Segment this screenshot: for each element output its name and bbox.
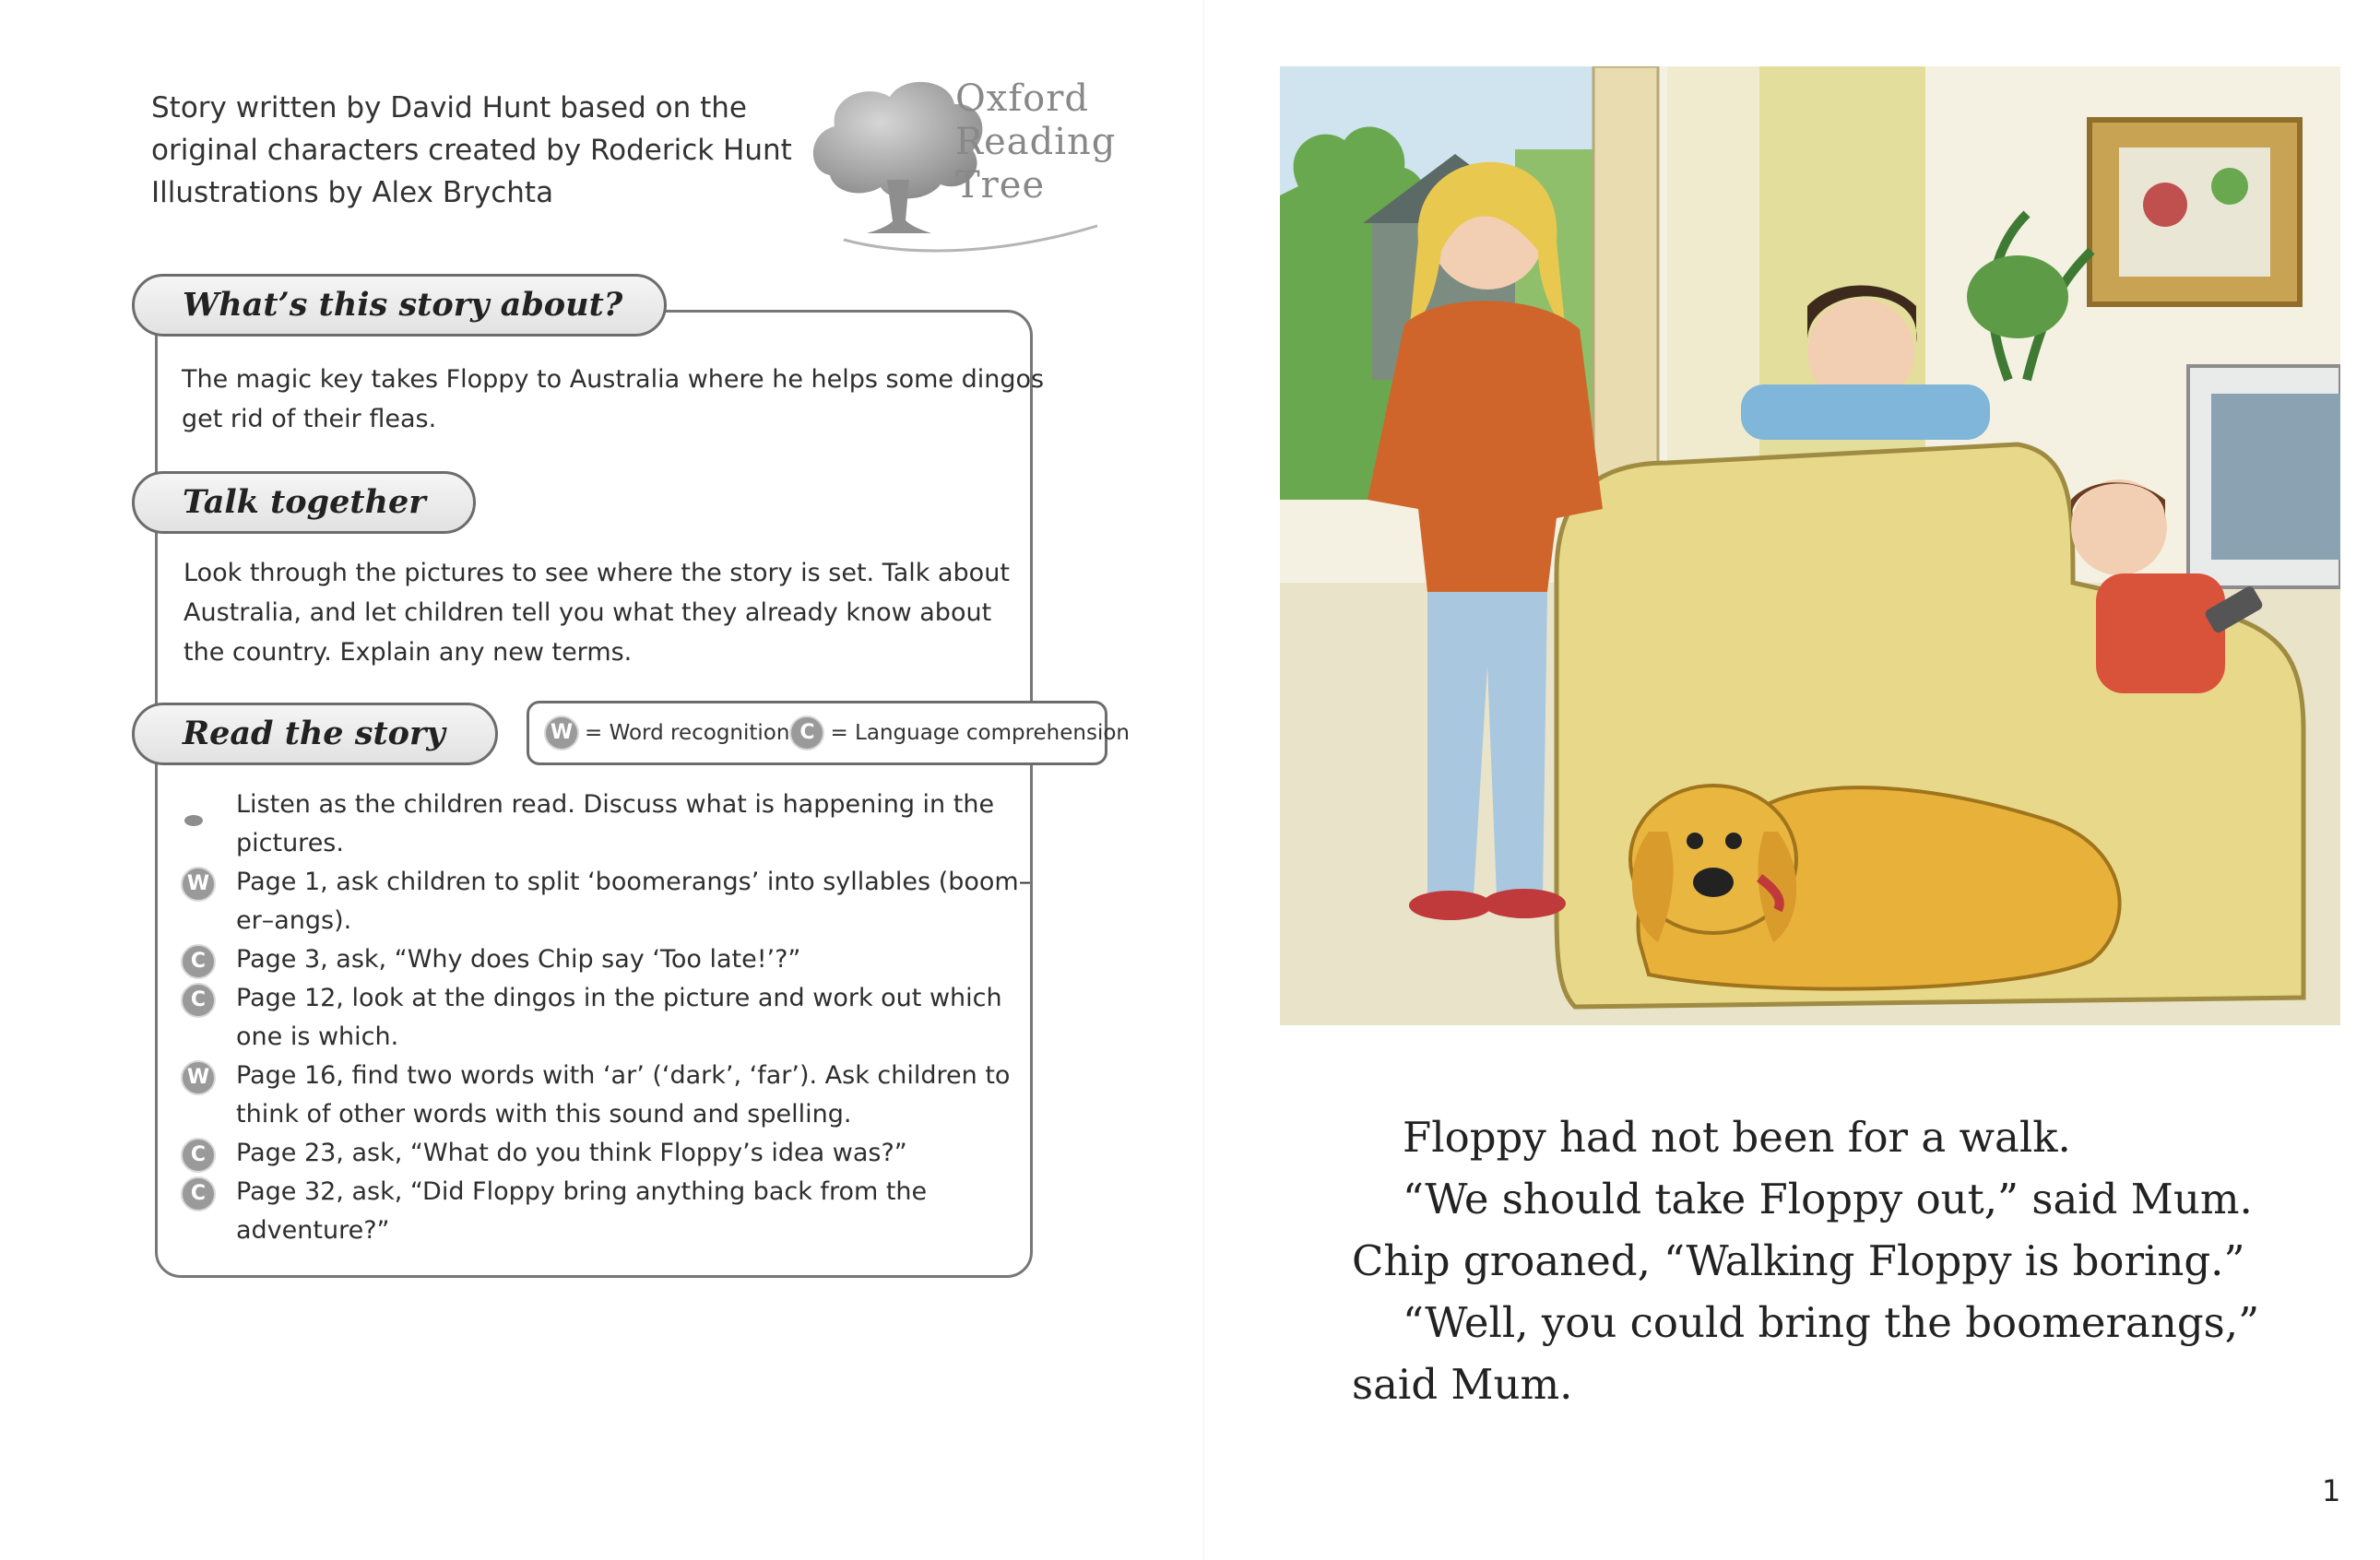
story-line: “We should take Floppy out,” said Mum. [1403, 1175, 2253, 1223]
list-item-line: think of other words with this sound and spelling. [236, 1100, 852, 1129]
credits-line: original characters created by Roderick Hunt [151, 134, 792, 167]
story-text [1352, 1106, 2259, 1415]
list-item-line: Page 3, ask, “Why does Chip say ‘Too late!’?” [236, 945, 801, 974]
list-item-line: pictures. [236, 829, 344, 857]
language-comprehension-icon: C [181, 1138, 216, 1173]
talk-text [184, 553, 1010, 672]
list-item [181, 1173, 1031, 1250]
talk-line: Look through the pictures to see where the story is set. Talk about [184, 559, 1010, 587]
language-comprehension-icon: C [181, 944, 216, 979]
list-item [181, 1057, 1031, 1134]
story-line: “Well, you could bring the boomerangs,” [1403, 1298, 2260, 1347]
list-item [181, 786, 1031, 863]
word-recognition-badge: W [544, 715, 579, 750]
list-item [181, 863, 1031, 940]
read-story-list [181, 786, 1031, 1250]
list-item-line: Page 16, find two words with ‘ar’ (‘dark’, ‘far’). Ask children to [236, 1061, 1011, 1090]
list-item-line: Page 1, ask children to split ‘boomerangs’ into syllables (boom– [236, 868, 1032, 896]
language-comprehension-icon: C [181, 1176, 216, 1211]
page-divider [1203, 0, 1204, 1560]
credits-line: Story written by David Hunt based on the [151, 91, 747, 124]
list-item [181, 940, 1031, 979]
credits-line: Illustrations by Alex Brychta [151, 176, 554, 209]
bullet-icon [184, 799, 203, 838]
talk-line: the country. Explain any new terms. [184, 638, 633, 667]
story-line: said Mum. [1352, 1360, 1573, 1409]
word-recognition-icon: W [181, 1060, 216, 1095]
logo-line: Reading [955, 121, 1117, 163]
language-comprehension-badge: C [789, 715, 824, 750]
list-item-line: adventure?” [236, 1216, 390, 1245]
word-recognition-icon: W [181, 867, 216, 902]
about-line: The magic key takes Floppy to Australia where he helps some dingos [182, 365, 1045, 394]
talk-line: Australia, and let children tell you what they already know about [184, 598, 992, 627]
section-heading-about: What’s this story about? [132, 274, 667, 337]
about-line: get rid of their fleas. [182, 405, 437, 433]
list-item-line: Listen as the children read. Discuss what is happening in the [236, 790, 995, 819]
story-line: Floppy had not been for a walk. [1403, 1113, 2071, 1162]
language-comprehension-label: = Language comprehension [830, 721, 1131, 745]
list-item [181, 1134, 1031, 1173]
list-item-line: er–angs). [236, 906, 352, 935]
list-item-line: one is which. [236, 1022, 399, 1051]
section-heading-talk: Talk together [132, 471, 476, 534]
list-item-line: Page 12, look at the dingos in the picture and work out which [236, 984, 1002, 1012]
word-recognition-label: = Word recognition [585, 721, 790, 745]
page-number: 1 [2322, 1473, 2341, 1508]
logo-text [955, 77, 1116, 207]
about-text [182, 360, 1044, 439]
list-item-line: Page 23, ask, “What do you think Floppy’s idea was?” [236, 1139, 907, 1167]
legend-box [527, 701, 1131, 765]
section-heading-read: Read the story [132, 703, 498, 765]
credits [151, 87, 797, 214]
story-line: Chip groaned, “Walking Floppy is boring.” [1352, 1236, 2245, 1285]
story-illustration [1280, 66, 2340, 1025]
logo-line: Oxford [955, 77, 1089, 120]
language-comprehension-icon: C [181, 983, 216, 1018]
list-item-line: Page 32, ask, “Did Floppy bring anything back from the [236, 1177, 928, 1206]
logo-line: Tree [955, 164, 1046, 207]
list-item [181, 979, 1031, 1057]
